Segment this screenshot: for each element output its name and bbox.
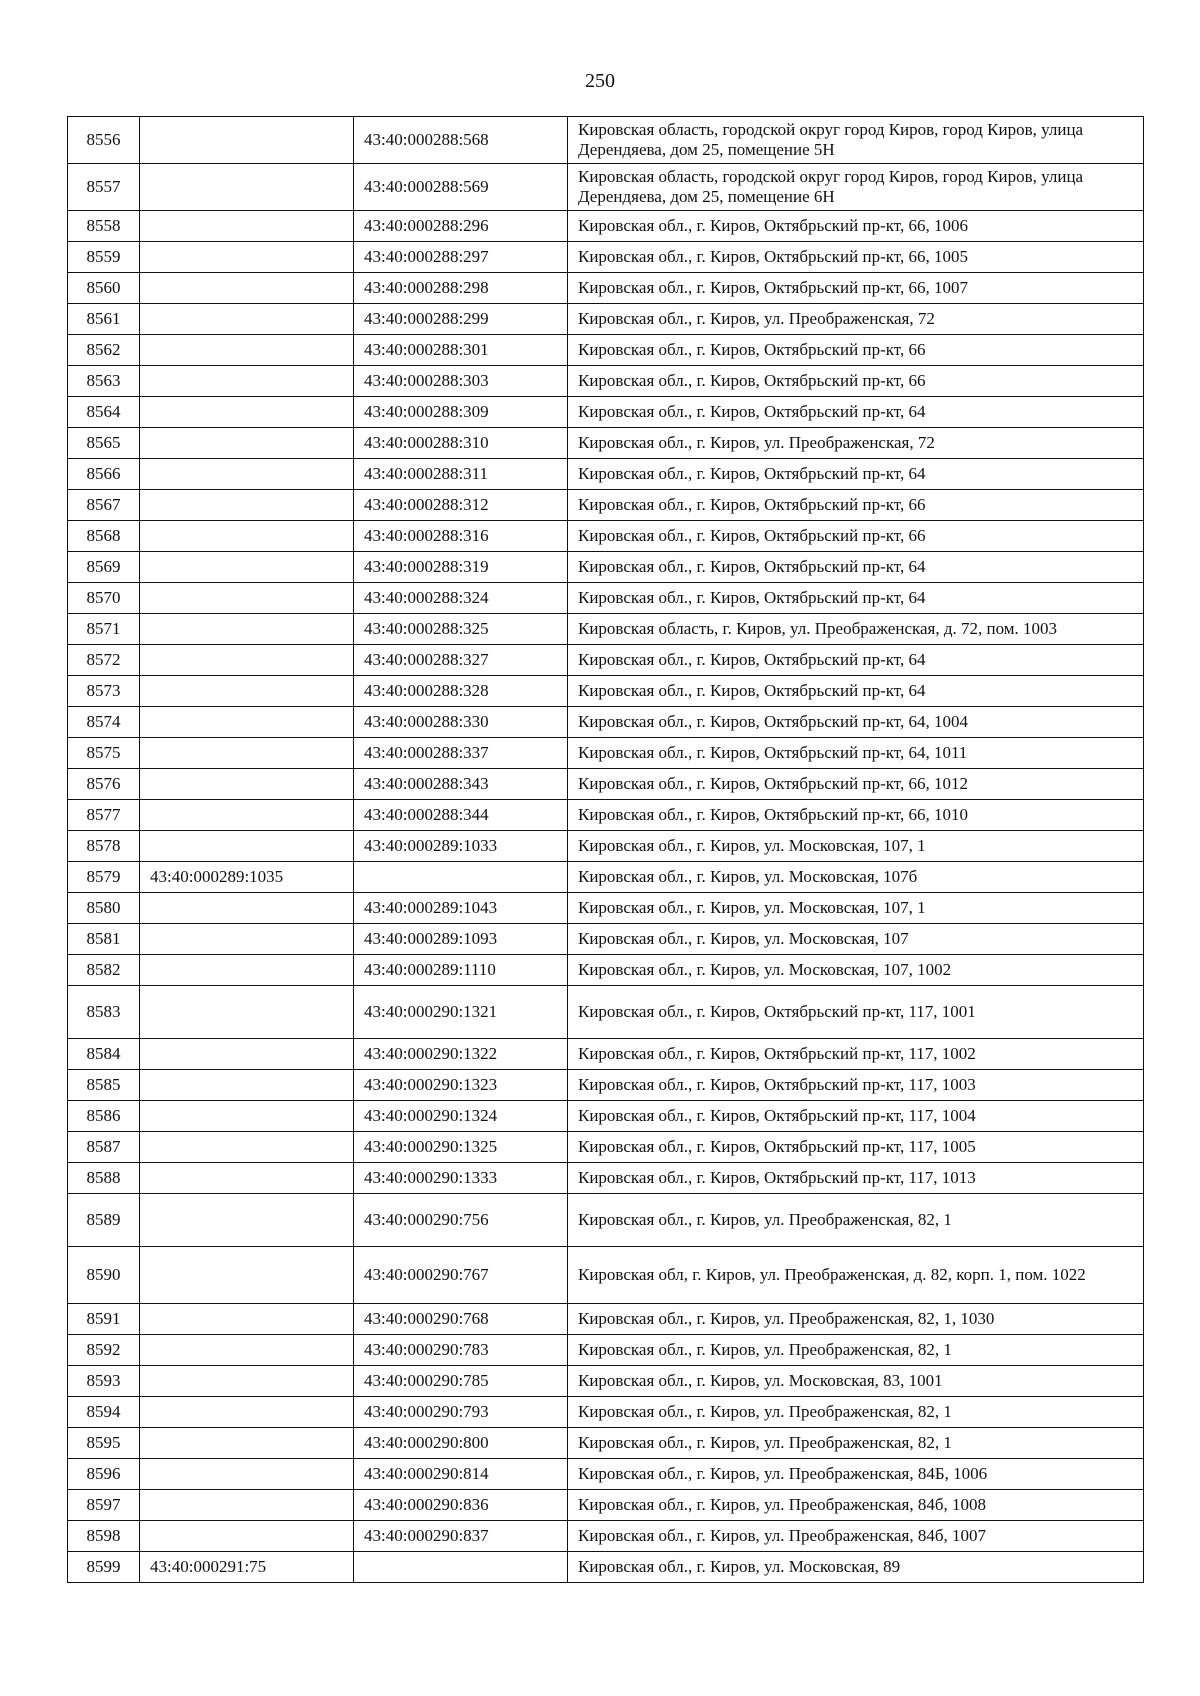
table-row <box>68 862 1144 893</box>
row-number-cell: 8572 <box>68 645 140 676</box>
object-cadastral-number-cell: 43:40:000290:1325 <box>354 1132 568 1163</box>
object-cadastral-number-cell: 43:40:000288:310 <box>354 428 568 459</box>
table-row <box>68 1521 1144 1552</box>
object-cadastral-number-cell: 43:40:000289:1043 <box>354 893 568 924</box>
address-cell: Кировская обл., г. Киров, Октябрьский пр-кт, 66, 1010 <box>568 800 1144 831</box>
row-number-cell: 8576 <box>68 769 140 800</box>
address-cell: Кировская обл., г. Киров, Октябрьский пр-кт, 117, 1013 <box>568 1163 1144 1194</box>
row-number-cell: 8557 <box>68 164 140 211</box>
table-row <box>68 1335 1144 1366</box>
address-cell: Кировская обл., г. Киров, ул. Преображенская, 84б, 1008 <box>568 1490 1144 1521</box>
address-cell: Кировская обл., г. Киров, Октябрьский пр-кт, 64 <box>568 645 1144 676</box>
row-number-cell: 8568 <box>68 521 140 552</box>
address-cell: Кировская обл., г. Киров, Октябрьский пр-кт, 64 <box>568 459 1144 490</box>
row-number-cell: 8585 <box>68 1070 140 1101</box>
row-number-cell: 8592 <box>68 1335 140 1366</box>
cadastral-number-cell <box>140 117 354 164</box>
row-number-cell: 8594 <box>68 1397 140 1428</box>
address-cell: Кировская обл., г. Киров, Октябрьский пр-кт, 117, 1003 <box>568 1070 1144 1101</box>
row-number-cell: 8577 <box>68 800 140 831</box>
address-cell: Кировская обл., г. Киров, Октябрьский пр-кт, 117, 1001 <box>568 986 1144 1039</box>
cadastral-number-cell <box>140 1070 354 1101</box>
object-cadastral-number-cell: 43:40:000290:767 <box>354 1247 568 1304</box>
registry-table <box>67 116 1144 1583</box>
row-number-cell: 8570 <box>68 583 140 614</box>
address-cell: Кировская обл., г. Киров, Октябрьский пр-кт, 66, 1012 <box>568 769 1144 800</box>
address-cell: Кировская обл., г. Киров, Октябрьский пр-кт, 64, 1004 <box>568 707 1144 738</box>
cadastral-number-cell <box>140 1132 354 1163</box>
table-row <box>68 1428 1144 1459</box>
object-cadastral-number-cell: 43:40:000288:568 <box>354 117 568 164</box>
row-number-cell: 8567 <box>68 490 140 521</box>
cadastral-number-cell <box>140 614 354 645</box>
table-row <box>68 986 1144 1039</box>
address-cell: Кировская обл., г. Киров, Октябрьский пр-кт, 117, 1005 <box>568 1132 1144 1163</box>
address-cell: Кировская обл., г. Киров, Октябрьский пр-кт, 117, 1002 <box>568 1039 1144 1070</box>
address-cell: Кировская обл., г. Киров, ул. Преображенская, 72 <box>568 304 1144 335</box>
cadastral-number-cell <box>140 1521 354 1552</box>
address-cell: Кировская обл., г. Киров, Октябрьский пр-кт, 64 <box>568 676 1144 707</box>
page-number: 250 <box>585 70 615 92</box>
object-cadastral-number-cell: 43:40:000290:837 <box>354 1521 568 1552</box>
address-cell: Кировская обл., г. Киров, ул. Преображенская, 72 <box>568 428 1144 459</box>
object-cadastral-number-cell: 43:40:000288:303 <box>354 366 568 397</box>
object-cadastral-number-cell: 43:40:000290:1321 <box>354 986 568 1039</box>
row-number-cell: 8564 <box>68 397 140 428</box>
address-cell: Кировская обл., г. Киров, ул. Преображенская, 84б, 1007 <box>568 1521 1144 1552</box>
object-cadastral-number-cell: 43:40:000289:1093 <box>354 924 568 955</box>
address-cell: Кировская обл., г. Киров, Октябрьский пр-кт, 66 <box>568 366 1144 397</box>
object-cadastral-number-cell: 43:40:000290:783 <box>354 1335 568 1366</box>
cadastral-number-cell <box>140 397 354 428</box>
address-cell: Кировская обл., г. Киров, Октябрьский пр-кт, 64, 1011 <box>568 738 1144 769</box>
row-number-cell: 8565 <box>68 428 140 459</box>
cadastral-number-cell <box>140 335 354 366</box>
cadastral-number-cell <box>140 1304 354 1335</box>
cadastral-number-cell <box>140 273 354 304</box>
object-cadastral-number-cell: 43:40:000288:324 <box>354 583 568 614</box>
cadastral-number-cell <box>140 738 354 769</box>
row-number-cell: 8563 <box>68 366 140 397</box>
address-cell: Кировская обл., г. Киров, Октябрьский пр-кт, 117, 1004 <box>568 1101 1144 1132</box>
object-cadastral-number-cell: 43:40:000290:756 <box>354 1194 568 1247</box>
object-cadastral-number-cell: 43:40:000288:328 <box>354 676 568 707</box>
cadastral-number-cell <box>140 552 354 583</box>
object-cadastral-number-cell: 43:40:000290:768 <box>354 1304 568 1335</box>
table-row <box>68 769 1144 800</box>
address-cell: Кировская обл., г. Киров, Октябрьский пр-кт, 64 <box>568 397 1144 428</box>
table-row <box>68 614 1144 645</box>
row-number-cell: 8587 <box>68 1132 140 1163</box>
cadastral-number-cell: 43:40:000291:75 <box>140 1552 354 1583</box>
table-row <box>68 1163 1144 1194</box>
cadastral-number-cell <box>140 1039 354 1070</box>
row-number-cell: 8561 <box>68 304 140 335</box>
cadastral-number-cell <box>140 211 354 242</box>
object-cadastral-number-cell: 43:40:000288:301 <box>354 335 568 366</box>
cadastral-number-cell <box>140 1428 354 1459</box>
object-cadastral-number-cell: 43:40:000288:319 <box>354 552 568 583</box>
object-cadastral-number-cell: 43:40:000288:311 <box>354 459 568 490</box>
address-cell: Кировская обл., г. Киров, Октябрьский пр-кт, 66 <box>568 521 1144 552</box>
address-cell: Кировская обл., г. Киров, Октябрьский пр-кт, 64 <box>568 583 1144 614</box>
address-cell: Кировская обл., г. Киров, ул. Московская, 107, 1 <box>568 893 1144 924</box>
address-cell: Кировская область, городской округ город Киров, город Киров, улица Дерендяева, дом 25, помещение 6Н <box>568 164 1144 211</box>
table-row <box>68 164 1144 211</box>
cadastral-number-cell <box>140 490 354 521</box>
row-number-cell: 8566 <box>68 459 140 490</box>
table-row <box>68 955 1144 986</box>
cadastral-number-cell <box>140 707 354 738</box>
cadastral-number-cell <box>140 1247 354 1304</box>
object-cadastral-number-cell: 43:40:000288:325 <box>354 614 568 645</box>
address-cell: Кировская область, городской округ город Киров, город Киров, улица Дерендяева, дом 25, помещение 5Н <box>568 117 1144 164</box>
object-cadastral-number-cell: 43:40:000289:1110 <box>354 955 568 986</box>
address-cell: Кировская обл., г. Киров, ул. Московская, 83, 1001 <box>568 1366 1144 1397</box>
table-row <box>68 1397 1144 1428</box>
cadastral-number-cell <box>140 769 354 800</box>
table-row <box>68 335 1144 366</box>
address-cell: Кировская обл., г. Киров, Октябрьский пр-кт, 66 <box>568 335 1144 366</box>
table-row <box>68 459 1144 490</box>
address-cell: Кировская обл., г. Киров, ул. Московская, 89 <box>568 1552 1144 1583</box>
row-number-cell: 8599 <box>68 1552 140 1583</box>
table-row <box>68 645 1144 676</box>
table-row <box>68 397 1144 428</box>
table-row <box>68 1247 1144 1304</box>
object-cadastral-number-cell: 43:40:000289:1033 <box>354 831 568 862</box>
cadastral-number-cell: 43:40:000289:1035 <box>140 862 354 893</box>
address-cell: Кировская обл., г. Киров, ул. Московская, 107, 1002 <box>568 955 1144 986</box>
table-row <box>68 521 1144 552</box>
row-number-cell: 8580 <box>68 893 140 924</box>
address-cell: Кировская обл., г. Киров, Октябрьский пр-кт, 66, 1005 <box>568 242 1144 273</box>
address-cell: Кировская обл., г. Киров, Октябрьский пр-кт, 66, 1006 <box>568 211 1144 242</box>
cadastral-number-cell <box>140 1459 354 1490</box>
object-cadastral-number-cell: 43:40:000288:337 <box>354 738 568 769</box>
address-cell: Кировская обл., г. Киров, ул. Преображенская, 82, 1 <box>568 1194 1144 1247</box>
cadastral-number-cell <box>140 242 354 273</box>
cadastral-number-cell <box>140 366 354 397</box>
row-number-cell: 8562 <box>68 335 140 366</box>
row-number-cell: 8571 <box>68 614 140 645</box>
address-cell: Кировская обл., г. Киров, Октябрьский пр-кт, 66, 1007 <box>568 273 1144 304</box>
object-cadastral-number-cell: 43:40:000288:330 <box>354 707 568 738</box>
table-row <box>68 893 1144 924</box>
cadastral-number-cell <box>140 955 354 986</box>
row-number-cell: 8573 <box>68 676 140 707</box>
address-cell: Кировская обл., г. Киров, ул. Московская, 107б <box>568 862 1144 893</box>
table-row <box>68 583 1144 614</box>
object-cadastral-number-cell: 43:40:000288:316 <box>354 521 568 552</box>
object-cadastral-number-cell <box>354 862 568 893</box>
row-number-cell: 8581 <box>68 924 140 955</box>
address-cell: Кировская обл., г. Киров, Октябрьский пр-кт, 66 <box>568 490 1144 521</box>
cadastral-number-cell <box>140 583 354 614</box>
address-cell: Кировская обл., г. Киров, Октябрьский пр-кт, 64 <box>568 552 1144 583</box>
row-number-cell: 8597 <box>68 1490 140 1521</box>
table-row <box>68 1552 1144 1583</box>
table-row <box>68 273 1144 304</box>
row-number-cell: 8590 <box>68 1247 140 1304</box>
registry-table-body <box>68 117 1144 1583</box>
row-number-cell: 8582 <box>68 955 140 986</box>
table-row <box>68 428 1144 459</box>
object-cadastral-number-cell: 43:40:000290:1323 <box>354 1070 568 1101</box>
object-cadastral-number-cell: 43:40:000288:312 <box>354 490 568 521</box>
table-row <box>68 117 1144 164</box>
table-row <box>68 552 1144 583</box>
object-cadastral-number-cell: 43:40:000288:343 <box>354 769 568 800</box>
address-cell: Кировская обл., г. Киров, ул. Преображенская, 82, 1, 1030 <box>568 1304 1144 1335</box>
table-row <box>68 1366 1144 1397</box>
object-cadastral-number-cell: 43:40:000288:344 <box>354 800 568 831</box>
cadastral-number-cell <box>140 676 354 707</box>
object-cadastral-number-cell: 43:40:000290:1333 <box>354 1163 568 1194</box>
object-cadastral-number-cell: 43:40:000290:785 <box>354 1366 568 1397</box>
address-cell: Кировская обл., г. Киров, ул. Преображенская, 84Б, 1006 <box>568 1459 1144 1490</box>
row-number-cell: 8559 <box>68 242 140 273</box>
address-cell: Кировская обл., г. Киров, ул. Московская, 107 <box>568 924 1144 955</box>
row-number-cell: 8569 <box>68 552 140 583</box>
address-cell: Кировская обл, г. Киров, ул. Преображенская, д. 82, корп. 1, пом. 1022 <box>568 1247 1144 1304</box>
object-cadastral-number-cell: 43:40:000288:299 <box>354 304 568 335</box>
row-number-cell: 8595 <box>68 1428 140 1459</box>
table-row <box>68 211 1144 242</box>
row-number-cell: 8558 <box>68 211 140 242</box>
table-row <box>68 1132 1144 1163</box>
cadastral-number-cell <box>140 1397 354 1428</box>
row-number-cell: 8578 <box>68 831 140 862</box>
address-cell: Кировская обл., г. Киров, ул. Московская, 107, 1 <box>568 831 1144 862</box>
object-cadastral-number-cell: 43:40:000290:836 <box>354 1490 568 1521</box>
table-row <box>68 924 1144 955</box>
cadastral-number-cell <box>140 645 354 676</box>
table-row <box>68 1194 1144 1247</box>
row-number-cell: 8579 <box>68 862 140 893</box>
table-row <box>68 707 1144 738</box>
table-row <box>68 304 1144 335</box>
object-cadastral-number-cell: 43:40:000288:297 <box>354 242 568 273</box>
cadastral-number-cell <box>140 164 354 211</box>
address-cell: Кировская обл., г. Киров, ул. Преображенская, 82, 1 <box>568 1397 1144 1428</box>
object-cadastral-number-cell: 43:40:000288:298 <box>354 273 568 304</box>
cadastral-number-cell <box>140 428 354 459</box>
table-row <box>68 676 1144 707</box>
address-cell: Кировская область, г. Киров, ул. Преображенская, д. 72, пом. 1003 <box>568 614 1144 645</box>
object-cadastral-number-cell: 43:40:000290:800 <box>354 1428 568 1459</box>
cadastral-number-cell <box>140 986 354 1039</box>
table-row <box>68 831 1144 862</box>
cadastral-number-cell <box>140 800 354 831</box>
row-number-cell: 8556 <box>68 117 140 164</box>
cadastral-number-cell <box>140 1335 354 1366</box>
table-row <box>68 1490 1144 1521</box>
row-number-cell: 8560 <box>68 273 140 304</box>
table-row <box>68 1459 1144 1490</box>
object-cadastral-number-cell: 43:40:000290:814 <box>354 1459 568 1490</box>
object-cadastral-number-cell: 43:40:000290:1324 <box>354 1101 568 1132</box>
cadastral-number-cell <box>140 1101 354 1132</box>
cadastral-number-cell <box>140 521 354 552</box>
row-number-cell: 8589 <box>68 1194 140 1247</box>
row-number-cell: 8598 <box>68 1521 140 1552</box>
row-number-cell: 8574 <box>68 707 140 738</box>
table-row <box>68 242 1144 273</box>
cadastral-number-cell <box>140 1163 354 1194</box>
row-number-cell: 8584 <box>68 1039 140 1070</box>
table-row <box>68 1039 1144 1070</box>
object-cadastral-number-cell: 43:40:000288:309 <box>354 397 568 428</box>
cadastral-number-cell <box>140 1490 354 1521</box>
address-cell: Кировская обл., г. Киров, ул. Преображенская, 82, 1 <box>568 1428 1144 1459</box>
row-number-cell: 8591 <box>68 1304 140 1335</box>
table-row <box>68 490 1144 521</box>
cadastral-number-cell <box>140 1194 354 1247</box>
table-row <box>68 366 1144 397</box>
object-cadastral-number-cell: 43:40:000288:296 <box>354 211 568 242</box>
object-cadastral-number-cell: 43:40:000290:1322 <box>354 1039 568 1070</box>
object-cadastral-number-cell: 43:40:000290:793 <box>354 1397 568 1428</box>
row-number-cell: 8575 <box>68 738 140 769</box>
table-row <box>68 1304 1144 1335</box>
table-row <box>68 738 1144 769</box>
row-number-cell: 8583 <box>68 986 140 1039</box>
table-row <box>68 800 1144 831</box>
table-row <box>68 1101 1144 1132</box>
cadastral-number-cell <box>140 831 354 862</box>
cadastral-number-cell <box>140 893 354 924</box>
object-cadastral-number-cell: 43:40:000288:569 <box>354 164 568 211</box>
row-number-cell: 8596 <box>68 1459 140 1490</box>
cadastral-number-cell <box>140 459 354 490</box>
address-cell: Кировская обл., г. Киров, ул. Преображенская, 82, 1 <box>568 1335 1144 1366</box>
cadastral-number-cell <box>140 304 354 335</box>
row-number-cell: 8593 <box>68 1366 140 1397</box>
object-cadastral-number-cell: 43:40:000288:327 <box>354 645 568 676</box>
cadastral-number-cell <box>140 924 354 955</box>
row-number-cell: 8586 <box>68 1101 140 1132</box>
table-row <box>68 1070 1144 1101</box>
row-number-cell: 8588 <box>68 1163 140 1194</box>
object-cadastral-number-cell <box>354 1552 568 1583</box>
cadastral-number-cell <box>140 1366 354 1397</box>
